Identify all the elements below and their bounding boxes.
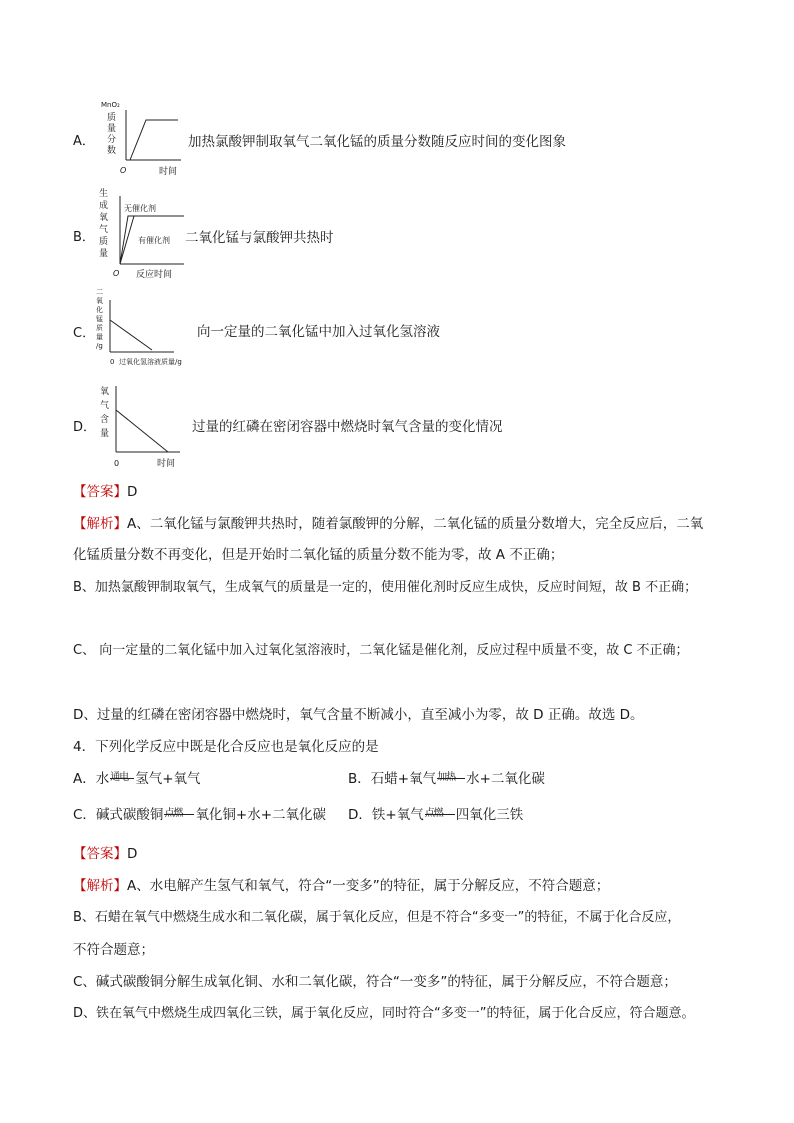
q4-d-condition: 点燃 [424, 808, 443, 819]
graph-b-ylabel-5: 质 [99, 237, 109, 247]
graph-d-ylabel-3: 含 [100, 415, 110, 425]
graph-c-ylabel-6: 量 [96, 333, 103, 341]
option-d-text: 过量的红磷在密闭容器中燃烧时氧气含量的变化情况 [192, 419, 503, 435]
q4-d-right: 四氧化三铁 [455, 807, 524, 823]
graph-b-line2-label: 有催化剂 [138, 236, 170, 245]
answer-1-tag: 【答案】 [73, 484, 127, 500]
graph-c-ylabel-3: 化 [96, 306, 103, 314]
analysis-2-line-5: D、铁在氧气中燃烧生成四氧化三铁，属于氧化反应，同时符合“多变一”的特征，属于化合反应，符合题意。 [73, 1006, 695, 1021]
graph-d-ylabel-2: 气 [100, 401, 110, 411]
graph-a-ylabel-2: 量 [107, 124, 117, 134]
graph-d-xlabel: 时间 [157, 459, 176, 469]
analysis-1-tag: 【解析】 [73, 516, 127, 532]
question-4-option-a [73, 770, 201, 788]
analysis-1-line-1 [73, 515, 703, 533]
graph-b-xlabel: 反应时间 [136, 270, 173, 280]
option-a-letter: A． [73, 134, 95, 149]
analysis-1-text-1: A、二氧化锰与氯酸钾共热时，随着氯酸钾的分解，二氧化锰的质量分数增大，完全反应后，二氧 [127, 516, 704, 532]
analysis-2-line-3: 不符合题意； [73, 942, 154, 958]
analysis-2-line-2: B、石蜡在氧气中燃烧生成水和二氧化碳，属于氧化反应，但是不符合“多变一”的特征，不属于化合反应， [73, 910, 681, 925]
q4-d-letter: D． [348, 807, 372, 823]
analysis-2-line-1 [73, 877, 609, 895]
option-a-graph [96, 98, 186, 178]
option-b-text: 二氧化锰与氯酸钾共热时 [185, 230, 334, 246]
analysis-1-line-4: C、 向一定量的二氧化锰中加入过氧化氢溶液时，二氧化锰是催化剂，反应过程中质量不变，故 C 不正确； [73, 643, 689, 658]
q4-b-right: 水+二氧化碳 [466, 771, 545, 787]
graph-d-ylabel-1: 氧 [100, 387, 110, 397]
graph-a-xlabel: 时间 [159, 167, 178, 177]
option-d-graph [96, 382, 186, 472]
graph-a-ylabel-4: 数 [107, 146, 117, 156]
graph-c-ylabel-4: 锰 [96, 315, 103, 323]
graph-a-ylabel-1: 质 [107, 113, 117, 123]
q4-a-letter: A． [73, 771, 96, 787]
analysis-2-text-1: A、水电解产生氢气和氧气，符合“一变多”的特征，属于分解反应，不符合题意； [127, 878, 610, 894]
analysis-1-line-5: D、过量的红磷在密闭容器中燃烧时，氧气含量不断减小，直至减小为零，故 D 正确。故选 D。 [73, 707, 644, 723]
question-4-option-c [73, 806, 326, 824]
graph-b-ylabel-2: 成 [99, 201, 109, 211]
graph-c-xlabel: 过氧化氢溶液质量/g [119, 358, 182, 366]
graph-c-origin: 0 [110, 358, 115, 366]
q4-b-left: 石蜡+氧气 [370, 771, 437, 787]
question-4-option-b [348, 770, 545, 788]
graph-b-ylabel-4: 气 [99, 225, 109, 235]
graph-c-ylabel-7: /g [96, 342, 103, 350]
q4-c-right: 氧化铜+水+二氧化碳 [195, 807, 327, 823]
graph-a-origin: O [120, 166, 127, 175]
option-d-letter: D． [73, 420, 97, 435]
question-4-option-d [348, 806, 523, 824]
graph-d-ylabel-4: 量 [100, 429, 110, 439]
q4-c-condition: 点燃 [164, 808, 183, 819]
question-4-stem: 4．下列化学反应中既是化合反应也是氧化反应的是 [73, 739, 379, 755]
graph-c-ylabel-1: 二 [96, 288, 103, 296]
graph-a-ylabel-3: 分 [107, 135, 117, 145]
option-b-graph [96, 186, 188, 280]
q4-c-letter: C． [73, 807, 96, 823]
q4-a-right: 氢气+氧气 [135, 771, 201, 787]
answer-1-value: D [127, 484, 138, 500]
q4-a-left: 水 [95, 771, 110, 787]
graph-a-top-label: MnO₂ [101, 101, 120, 109]
graph-b-ylabel-1: 生 [99, 189, 109, 199]
option-c-graph [94, 286, 190, 370]
analysis-1-line-2: 化锰质量分数不再变化，但是开始时二氧化锰的质量分数不能为零，故 A 不正确； [73, 547, 564, 563]
graph-b-origin: O [113, 269, 120, 278]
option-b-letter: B． [73, 230, 95, 245]
option-a-text: 加热氯酸钾制取氧气二氧化锰的质量分数随反应时间的变化图象 [188, 134, 566, 150]
graph-c-ylabel-5: 质 [96, 324, 103, 332]
q4-c-left: 碱式碳酸铜 [95, 807, 164, 823]
q4-d-left: 铁+氧气 [371, 807, 424, 823]
q4-b-condition: 加热 [437, 772, 456, 783]
answer-1 [73, 483, 137, 501]
option-c-letter: C． [73, 326, 96, 341]
graph-d-origin: 0 [114, 459, 120, 468]
q4-b-letter: B． [348, 771, 371, 787]
graph-c-ylabel-2: 氧 [96, 297, 103, 305]
answer-2-tag: 【答案】 [73, 846, 127, 862]
answer-2-value: D [127, 846, 138, 862]
graph-b-line1-label: 无催化剂 [124, 204, 156, 213]
answer-2 [73, 845, 137, 863]
q4-a-condition: 通电 [110, 772, 129, 783]
graph-b-ylabel-6: 量 [99, 249, 109, 259]
analysis-1-line-3: B、加热氯酸钾制取氧气，生成氧气的质量是一定的，使用催化剂时反应生成快，反应时间短，故 B 不正确； [73, 580, 698, 595]
option-c-text: 向一定量的二氧化锰中加入过氧化氢溶液 [197, 324, 440, 340]
analysis-2-line-4: C、碱式碳酸铜分解生成氧化铜、水和二氧化碳，符合“一变多”的特征，属于分解反应，不符合题意； [73, 974, 677, 990]
graph-b-ylabel-3: 氧 [99, 213, 109, 223]
analysis-2-tag: 【解析】 [73, 878, 127, 894]
